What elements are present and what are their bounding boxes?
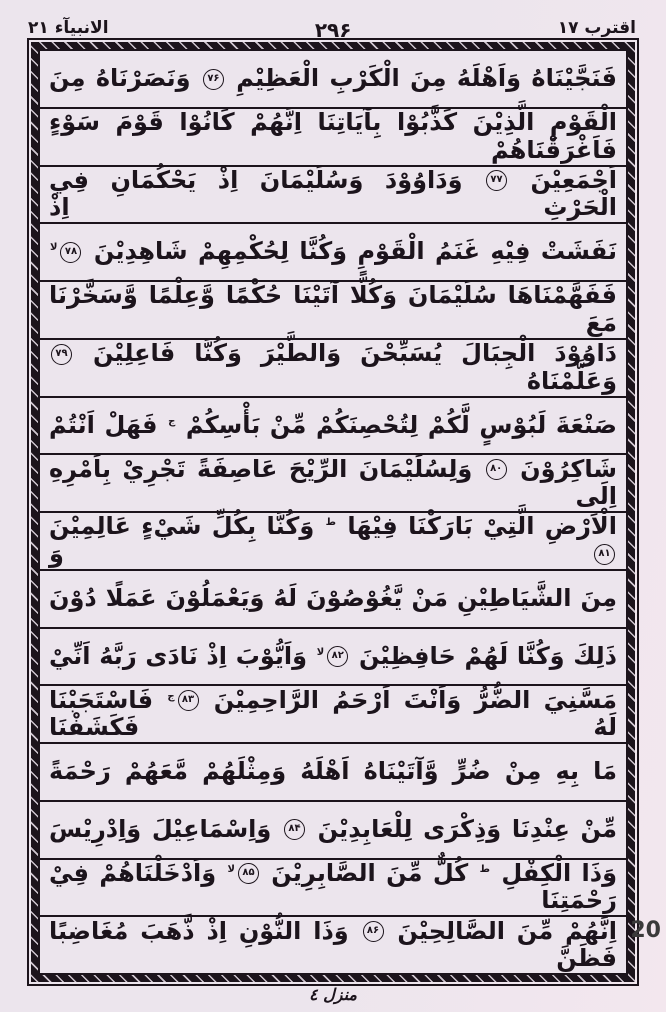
ayah-number-badge: ۸۰	[486, 459, 507, 480]
pause-mark: لا	[316, 646, 325, 658]
page-number: ۲۹۶	[314, 18, 352, 42]
ayah-number-badge: ۸۴	[284, 819, 305, 840]
quran-line-text: وَذَا الْكِفْلِ $^ط$ كُلٌّ مِّنَ الصَّابِرِيْنَ $۸۵^{لا}$ وَاَدْخَلْنَاهُمْ فِيْ رَحْمَتِنَا	[49, 858, 618, 915]
quran-line-row	[40, 571, 626, 629]
decorative-border-frame	[27, 38, 639, 986]
pause-mark: ج	[168, 415, 176, 427]
pause-mark: ج	[167, 690, 175, 702]
quran-line-text: فَنَجَّيْنَاهُ وَاَهْلَهُ مِنَ الْكَرْبِ الْعَظِيْمِ ۷۶ وَنَصَرْنَاهُ مِنَ	[49, 64, 617, 93]
page-margin-number: 20	[630, 918, 661, 943]
quran-line-text: نَفَشَتْ فِيْهِ غَنَمُ الْقَوْمِ وَكُنَّا لِحُكْمِهِمْ شَاهِدِيْنَ $۷۸^{لا}$	[50, 237, 617, 266]
quran-line-row	[40, 802, 626, 860]
quran-line-text: مَسَّنِيَ الضُّرُّ وَاَنْتَ اَرْحَمُ الرَّاحِمِيْنَ $۸۳^ج$ فَاسْتَجَبْنَا لَهُ فَكَشَفْنَا	[49, 685, 617, 742]
juz-label: اقترب ۱۷	[557, 18, 636, 38]
quran-line-row	[40, 398, 626, 456]
quran-line-text: ذَلِكَ وَكُنَّا لَهُمْ حَافِظِيْنَ $۸۲^{لا}$ وَاَيُّوْبَ اِذْ نَادَى رَبَّهُ اَنِّيْ	[49, 641, 617, 670]
pause-mark: لا	[227, 863, 235, 875]
quran-line-row	[40, 744, 626, 802]
ornamental-band	[31, 42, 635, 982]
quran-line-text: مِّنْ عِنْدِنَا وَذِكْرَى لِلْعَابِدِيْنَ ۸۴ وَاِسْمَاعِيْلَ وَاِدْرِيْسَ	[49, 814, 617, 843]
quran-line-row	[40, 167, 626, 225]
ayah-number-badge: ۸۳	[178, 690, 199, 711]
page-header	[28, 4, 636, 42]
ayah-number-badge: ۷۷	[486, 170, 507, 191]
quran-line-row	[40, 455, 626, 513]
ayah-number-badge: ۸۶	[363, 921, 384, 942]
quran-line-text: مِنَ الشَّيَاطِيْنِ مَنْ يَّغُوْصُوْنَ لَهُ وَيَعْمَلُوْنَ عَمَلًا دُوْنَ	[49, 583, 617, 612]
quran-line-row	[40, 340, 626, 398]
pause-mark: ط	[325, 517, 337, 529]
surah-label: الانبيآء ۲۱	[28, 18, 109, 38]
quran-line-text: دَاوُوْدَ الْجِبَالَ يُسَبِّحْنَ وَالطَّيْرَ وَكُنَّا فَاعِلِيْنَ ۷۹ وَعَلَّمْنَاهُ	[49, 340, 617, 395]
quran-line-row	[40, 51, 626, 109]
quran-line-text: شَاكِرُوْنَ ۸۰ وَلِسُلَيْمَانَ الرِّيْحَ عَاصِفَةً تَجْرِيْ بِاَمْرِهِ اِلَى	[49, 454, 617, 511]
pause-mark: ط	[479, 863, 490, 875]
ayah-number-badge: ۸۲	[327, 646, 348, 667]
quran-line-row	[40, 860, 626, 918]
ayah-number-badge: ۸۱	[594, 544, 615, 565]
ayah-number-badge: ۷۹	[51, 344, 72, 365]
quran-line-row	[40, 686, 626, 744]
quran-line-text: فَفَهَّمْنَاهَا سُلَيْمَانَ وَكُلًّا آتَيْنَا حُكْمًا وَّعِلْمًا وَّسَخَّرْنَا مَعَ	[49, 281, 617, 337]
quran-line-row	[40, 629, 626, 687]
quran-line-text: الْقَوْمِ الَّذِيْنَ كَذَّبُوْا بِآيَاتِنَا اِنَّهُمْ كَانُوْا قَوْمَ سَوْءٍ فَاَغْرَقْنَاهُمْ	[49, 108, 617, 164]
quran-line-text: اَجْمَعِيْنَ ۷۷ وَدَاوُوْدَ وَسُلَيْمَانَ اِذْ يَحْكُمَانِ فِي الْحَرْثِ اِذْ	[49, 165, 617, 222]
quran-line-text: اِنَّهُمْ مِّنَ الصَّالِحِيْنَ ۸۶ وَذَا النُّوْنِ اِذْ ذَّهَبَ مُغَاضِبًا فَظَنَّ	[49, 916, 617, 973]
quran-line-row	[40, 917, 626, 973]
ayah-number-badge: ۸۵	[238, 863, 259, 884]
text-area	[38, 49, 628, 975]
quran-line-row	[40, 109, 626, 167]
ayah-number-badge: ۷۶	[203, 69, 224, 90]
quran-line-row	[40, 513, 626, 571]
quran-line-text: مَا بِهِ مِنْ ضُرٍّ وَّآتَيْنَاهُ اَهْلَهُ وَمِثْلَهُمْ مَّعَهُمْ رَحْمَةً	[49, 757, 617, 786]
ayah-number-badge: ۷۸	[60, 242, 81, 263]
manzil-marker: منزل ٤	[308, 985, 357, 1004]
pause-mark: لا	[50, 242, 58, 254]
quran-line-text: صَنْعَةَ لَبُوْسٍ لَّكُمْ لِتُحْصِنَكُمْ مِّنْ بَأْسِكُمْ $^ج$ فَهَلْ اَنْتُمْ	[49, 410, 617, 439]
quran-line-row	[40, 282, 626, 340]
quran-line-text: الْاَرْضِ الَّتِيْ بَارَكْنَا فِيْهَا $^ط$ وَكُنَّا بِكُلِّ شَيْءٍ عَالِمِيْنَ ۸۱ وَ	[49, 512, 617, 568]
quran-line-row	[40, 224, 626, 282]
